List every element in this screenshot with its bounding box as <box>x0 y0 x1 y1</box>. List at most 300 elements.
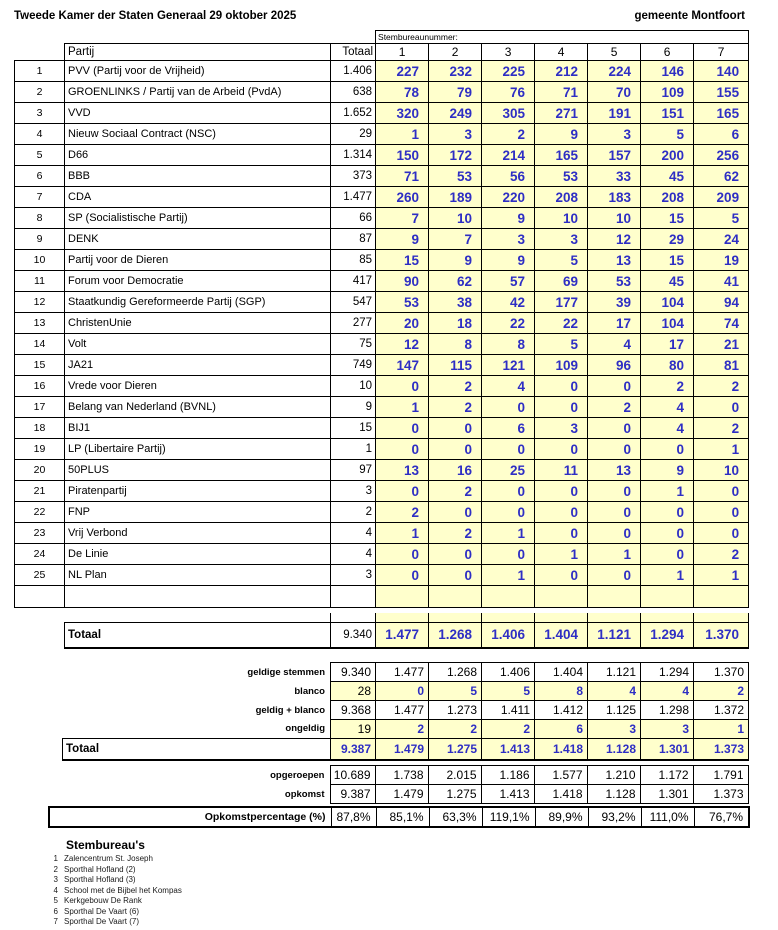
votes-summary-block <box>62 662 749 761</box>
party-name: Belang van Nederland (BVNL) <box>65 397 331 418</box>
station-value: 1 <box>376 124 429 145</box>
station-value: 1 <box>376 397 429 418</box>
summary-station-value: 1 <box>694 720 749 739</box>
station-number-header: 2 <box>429 44 482 61</box>
station-value: 320 <box>376 103 429 124</box>
party-total: 1 <box>331 439 376 460</box>
station-value: 71 <box>376 166 429 187</box>
totaal-label: Totaal <box>65 622 331 648</box>
station-value: 7 <box>429 229 482 250</box>
station-value: 7 <box>376 208 429 229</box>
summary-station-value: 1.294 <box>641 663 694 682</box>
station-value: 0 <box>535 376 588 397</box>
turnout-station-value: 1.186 <box>481 766 534 785</box>
row-number: 11 <box>15 271 65 292</box>
party-name: FNP <box>65 502 331 523</box>
turnout-percentage-label: Opkomstpercentage (%) <box>49 807 331 827</box>
summary-station-value: 5 <box>429 682 482 701</box>
station-value: 0 <box>588 418 641 439</box>
station-value: 0 <box>376 376 429 397</box>
station-name: School met de Bijbel het Kompas <box>64 885 182 895</box>
turnout-label: opgeroepen <box>270 769 325 781</box>
station-value: 0 <box>641 523 694 544</box>
station-value: 17 <box>641 334 694 355</box>
row-number: 19 <box>15 439 65 460</box>
station-value: 9 <box>482 250 535 271</box>
row-number: 8 <box>15 208 65 229</box>
station-value: 24 <box>694 229 749 250</box>
station-value: 0 <box>535 565 588 586</box>
totaal-station-value: 1.121 <box>588 622 641 648</box>
station-value: 12 <box>376 334 429 355</box>
station-value: 70 <box>588 82 641 103</box>
summary-station-value: 1.477 <box>376 701 429 720</box>
party-name: BBB <box>65 166 331 187</box>
party-name: Partij voor de Dieren <box>65 250 331 271</box>
party-total: 3 <box>331 481 376 502</box>
station-value: 6 <box>694 124 749 145</box>
turnout-total: 10.689 <box>330 766 375 785</box>
party-total: 75 <box>331 334 376 355</box>
party-row <box>15 355 749 376</box>
party-row <box>15 439 749 460</box>
party-name: 50PLUS <box>65 460 331 481</box>
station-value <box>535 586 588 608</box>
summary-station-value: 1.273 <box>429 701 482 720</box>
totaal-block <box>64 613 749 649</box>
station-value: 10 <box>429 208 482 229</box>
row-number <box>15 586 65 608</box>
party-row <box>15 82 749 103</box>
station-number: 4 <box>53 885 58 895</box>
station-list-item <box>50 907 182 918</box>
turnout-station-value: 1.301 <box>640 785 693 804</box>
station-value <box>694 586 749 608</box>
station-value: 0 <box>376 418 429 439</box>
station-list-item <box>50 854 182 865</box>
station-value: 16 <box>429 460 482 481</box>
row-number: 4 <box>15 124 65 145</box>
turnout-station-value: 1.275 <box>428 785 481 804</box>
party-total: 4 <box>331 523 376 544</box>
turnout-total: 9.387 <box>330 785 375 804</box>
station-value: 2 <box>641 376 694 397</box>
station-value: 0 <box>429 502 482 523</box>
station-name: Kerkgebouw De Rank <box>64 896 142 905</box>
row-number: 2 <box>15 82 65 103</box>
totaal-spacer-row <box>65 613 749 622</box>
station-value: 53 <box>588 271 641 292</box>
turnout-percentage-block <box>48 806 750 828</box>
station-value: 18 <box>429 313 482 334</box>
summary-total-station-value: 1.128 <box>588 739 641 760</box>
party-total: 2 <box>331 502 376 523</box>
station-value: 0 <box>535 502 588 523</box>
turnout-station-value: 1.577 <box>534 766 587 785</box>
summary-station-value: 1.406 <box>482 663 535 682</box>
station-value: 104 <box>641 292 694 313</box>
station-value: 0 <box>429 418 482 439</box>
station-value: 0 <box>694 523 749 544</box>
party-row <box>15 229 749 250</box>
station-name: Sporthal De Vaart (7) <box>64 917 139 926</box>
party-total: 417 <box>331 271 376 292</box>
station-value: 1 <box>694 439 749 460</box>
party-name: Vrede voor Dieren <box>65 376 331 397</box>
station-value: 3 <box>588 124 641 145</box>
party-total: 85 <box>331 250 376 271</box>
station-value: 4 <box>482 376 535 397</box>
row-number: 13 <box>15 313 65 334</box>
summary-station-value: 3 <box>641 720 694 739</box>
station-value: 8 <box>482 334 535 355</box>
party-row <box>15 103 749 124</box>
station-value: 13 <box>588 250 641 271</box>
station-value: 232 <box>429 61 482 82</box>
stembureau-label: Stembureaunummer: <box>376 31 749 44</box>
turnout-station-value: 1.172 <box>640 766 693 785</box>
party-total: 4 <box>331 544 376 565</box>
party-name: D66 <box>65 145 331 166</box>
station-value: 147 <box>376 355 429 376</box>
spacer-cell <box>482 613 535 622</box>
row-number: 16 <box>15 376 65 397</box>
turnout-percentage-row <box>49 807 749 827</box>
party-row <box>15 124 749 145</box>
station-value: 260 <box>376 187 429 208</box>
station-value: 62 <box>429 271 482 292</box>
station-value: 256 <box>694 145 749 166</box>
summary-station-value: 2 <box>429 720 482 739</box>
summary-row <box>63 720 749 739</box>
party-name: Piratenpartij <box>65 481 331 502</box>
station-value: 19 <box>694 250 749 271</box>
party-name: De Linie <box>65 544 331 565</box>
spacer-cell <box>429 613 482 622</box>
station-value: 0 <box>482 544 535 565</box>
summary-total: 9.368 <box>331 701 376 720</box>
station-value: 74 <box>694 313 749 334</box>
party-name: NL Plan <box>65 565 331 586</box>
party-name: VVD <box>65 103 331 124</box>
party-name: Staatkundig Gereformeerde Partij (SGP) <box>65 292 331 313</box>
summary-total: 28 <box>331 682 376 701</box>
station-value: 271 <box>535 103 588 124</box>
station-value: 0 <box>429 544 482 565</box>
summary-station-value: 1.411 <box>482 701 535 720</box>
station-value: 10 <box>535 208 588 229</box>
station-value: 227 <box>376 61 429 82</box>
party-name: Nieuw Sociaal Contract (NSC) <box>65 124 331 145</box>
station-value: 0 <box>376 544 429 565</box>
row-number: 14 <box>15 334 65 355</box>
station-value: 5 <box>535 334 588 355</box>
station-value: 3 <box>535 418 588 439</box>
station-value: 2 <box>482 124 535 145</box>
station-value: 3 <box>429 124 482 145</box>
stembureau-label-row <box>15 31 749 44</box>
station-value: 212 <box>535 61 588 82</box>
party-row <box>15 502 749 523</box>
station-value: 3 <box>482 229 535 250</box>
row-number: 25 <box>15 565 65 586</box>
row-number: 24 <box>15 544 65 565</box>
party-total: 277 <box>331 313 376 334</box>
station-value: 0 <box>588 565 641 586</box>
totaal-station-value: 1.370 <box>694 622 749 648</box>
summary-station-value: 2 <box>482 720 535 739</box>
station-value: 225 <box>482 61 535 82</box>
station-value: 33 <box>588 166 641 187</box>
totaal-station-value: 1.294 <box>641 622 694 648</box>
station-value: 0 <box>376 439 429 460</box>
station-value: 104 <box>641 313 694 334</box>
station-value: 13 <box>588 460 641 481</box>
station-list-item <box>50 917 182 928</box>
station-value: 209 <box>694 187 749 208</box>
station-value: 53 <box>429 166 482 187</box>
turnout-row <box>62 785 748 804</box>
station-number-header: 3 <box>482 44 535 61</box>
station-value: 69 <box>535 271 588 292</box>
station-value: 146 <box>641 61 694 82</box>
station-value: 305 <box>482 103 535 124</box>
station-value: 76 <box>482 82 535 103</box>
party-name: LP (Libertaire Partij) <box>65 439 331 460</box>
station-value: 39 <box>588 292 641 313</box>
station-value: 2 <box>429 481 482 502</box>
station-value: 115 <box>429 355 482 376</box>
party-row <box>15 565 749 586</box>
station-value: 208 <box>535 187 588 208</box>
station-value <box>482 586 535 608</box>
party-name: Forum voor Democratie <box>65 271 331 292</box>
summary-station-value: 2 <box>694 682 749 701</box>
station-value: 15 <box>641 208 694 229</box>
station-value: 165 <box>694 103 749 124</box>
party-total: 87 <box>331 229 376 250</box>
station-value: 189 <box>429 187 482 208</box>
summary-station-value: 1.268 <box>429 663 482 682</box>
station-value: 0 <box>535 439 588 460</box>
turnout-station-value: 1.479 <box>375 785 428 804</box>
spacer-cell <box>65 613 331 622</box>
party-row <box>15 145 749 166</box>
party-name: JA21 <box>65 355 331 376</box>
station-value: 56 <box>482 166 535 187</box>
row-number: 15 <box>15 355 65 376</box>
station-value: 15 <box>376 250 429 271</box>
station-value: 81 <box>694 355 749 376</box>
station-value: 0 <box>482 502 535 523</box>
row-number: 10 <box>15 250 65 271</box>
station-value: 208 <box>641 187 694 208</box>
station-value: 155 <box>694 82 749 103</box>
summary-total-label: Totaal <box>63 739 331 760</box>
party-row <box>15 523 749 544</box>
station-value: 157 <box>588 145 641 166</box>
turnout-percentage-value: 63,3% <box>429 807 482 827</box>
spacer-cell <box>588 613 641 622</box>
station-value: 62 <box>694 166 749 187</box>
summary-grand-total: 9.387 <box>331 739 376 760</box>
station-value: 9 <box>535 124 588 145</box>
spacer-cell <box>331 613 376 622</box>
party-row <box>15 376 749 397</box>
summary-label: blanco <box>294 685 325 697</box>
row-number: 18 <box>15 418 65 439</box>
totaal-station-value: 1.406 <box>482 622 535 648</box>
station-value: 80 <box>641 355 694 376</box>
station-value: 13 <box>376 460 429 481</box>
spacer-cell <box>376 613 429 622</box>
party-row <box>15 481 749 502</box>
station-value: 4 <box>641 418 694 439</box>
station-value: 53 <box>376 292 429 313</box>
party-row <box>15 61 749 82</box>
summary-total: 19 <box>331 720 376 739</box>
row-number: 7 <box>15 187 65 208</box>
station-value: 5 <box>641 124 694 145</box>
station-value: 200 <box>641 145 694 166</box>
station-value: 12 <box>588 229 641 250</box>
station-value: 2 <box>429 376 482 397</box>
spacer-cell <box>15 31 376 44</box>
summary-total-station-value: 1.301 <box>641 739 694 760</box>
summary-total-station-value: 1.373 <box>694 739 749 760</box>
station-number: 6 <box>53 906 58 916</box>
station-value: 71 <box>535 82 588 103</box>
summary-station-value: 1.370 <box>694 663 749 682</box>
station-number-header: 4 <box>535 44 588 61</box>
party-total: 547 <box>331 292 376 313</box>
station-value: 249 <box>429 103 482 124</box>
station-value: 5 <box>694 208 749 229</box>
station-value: 1 <box>588 544 641 565</box>
summary-station-value: 1.412 <box>535 701 588 720</box>
station-value <box>588 586 641 608</box>
summary-station-value: 1.477 <box>376 663 429 682</box>
party-row <box>15 418 749 439</box>
station-value: 0 <box>482 439 535 460</box>
summary-station-value: 8 <box>535 682 588 701</box>
summary-total-row <box>63 739 749 760</box>
party-rows-body <box>15 61 749 608</box>
turnout-percentage-value: 85,1% <box>376 807 429 827</box>
station-value: 0 <box>376 481 429 502</box>
totaal-grand-total: 9.340 <box>331 622 376 648</box>
station-value: 8 <box>429 334 482 355</box>
station-value: 165 <box>535 145 588 166</box>
row-number: 23 <box>15 523 65 544</box>
party-total: 3 <box>331 565 376 586</box>
station-value: 22 <box>482 313 535 334</box>
station-value: 42 <box>482 292 535 313</box>
summary-station-value: 4 <box>641 682 694 701</box>
station-value: 78 <box>376 82 429 103</box>
summary-station-value: 0 <box>376 682 429 701</box>
station-value: 2 <box>694 418 749 439</box>
station-value: 0 <box>535 397 588 418</box>
station-value: 96 <box>588 355 641 376</box>
station-value: 3 <box>535 229 588 250</box>
station-value: 0 <box>641 502 694 523</box>
station-value: 9 <box>376 229 429 250</box>
spacer-cell <box>641 613 694 622</box>
station-number-header: 7 <box>694 44 749 61</box>
station-value: 0 <box>429 439 482 460</box>
turnout-station-value: 1.418 <box>534 785 587 804</box>
row-number: 17 <box>15 397 65 418</box>
spacer-cell <box>694 613 749 622</box>
summary-station-value: 4 <box>588 682 641 701</box>
station-name: Zalencentrum St. Joseph <box>64 854 153 863</box>
partij-header: Partij <box>65 44 331 61</box>
party-row <box>15 271 749 292</box>
party-row <box>15 187 749 208</box>
station-value: 90 <box>376 271 429 292</box>
party-total: 1.314 <box>331 145 376 166</box>
station-value: 2 <box>694 376 749 397</box>
station-value: 0 <box>376 565 429 586</box>
party-name: DENK <box>65 229 331 250</box>
column-header-row <box>15 44 749 61</box>
party-name <box>65 586 331 608</box>
summary-rows-body <box>63 663 749 739</box>
station-value: 10 <box>588 208 641 229</box>
party-total: 9 <box>331 397 376 418</box>
station-value: 11 <box>535 460 588 481</box>
page-title: Tweede Kamer der Staten Generaal 29 oktober 2025 <box>14 10 297 22</box>
station-value: 109 <box>535 355 588 376</box>
station-value: 45 <box>641 166 694 187</box>
station-value: 0 <box>588 481 641 502</box>
station-number: 2 <box>53 864 58 874</box>
station-value: 21 <box>694 334 749 355</box>
party-row <box>15 166 749 187</box>
summary-total-station-value: 1.413 <box>482 739 535 760</box>
station-value: 214 <box>482 145 535 166</box>
station-value: 0 <box>535 481 588 502</box>
station-value: 29 <box>641 229 694 250</box>
station-value: 53 <box>535 166 588 187</box>
station-value: 0 <box>535 523 588 544</box>
summary-total-station-value: 1.418 <box>535 739 588 760</box>
spacer-cell <box>15 44 65 61</box>
party-row <box>15 313 749 334</box>
station-value: 220 <box>482 187 535 208</box>
party-total: 749 <box>331 355 376 376</box>
station-value: 0 <box>694 397 749 418</box>
turnout-station-value: 2.015 <box>428 766 481 785</box>
party-name: GROENLINKS / Partij van de Arbeid (PvdA) <box>65 82 331 103</box>
summary-row <box>63 663 749 682</box>
row-number: 21 <box>15 481 65 502</box>
station-value: 1 <box>535 544 588 565</box>
station-value: 41 <box>694 271 749 292</box>
station-value: 0 <box>641 439 694 460</box>
summary-station-value: 1.121 <box>588 663 641 682</box>
station-number: 1 <box>53 854 58 863</box>
party-total: 1.652 <box>331 103 376 124</box>
stations-list <box>50 854 182 928</box>
party-total: 97 <box>331 460 376 481</box>
summary-station-value: 3 <box>588 720 641 739</box>
row-number: 1 <box>15 61 65 82</box>
station-value: 9 <box>641 460 694 481</box>
totaal-station-value: 1.477 <box>376 622 429 648</box>
turnout-percentage-value: 119,1% <box>482 807 535 827</box>
